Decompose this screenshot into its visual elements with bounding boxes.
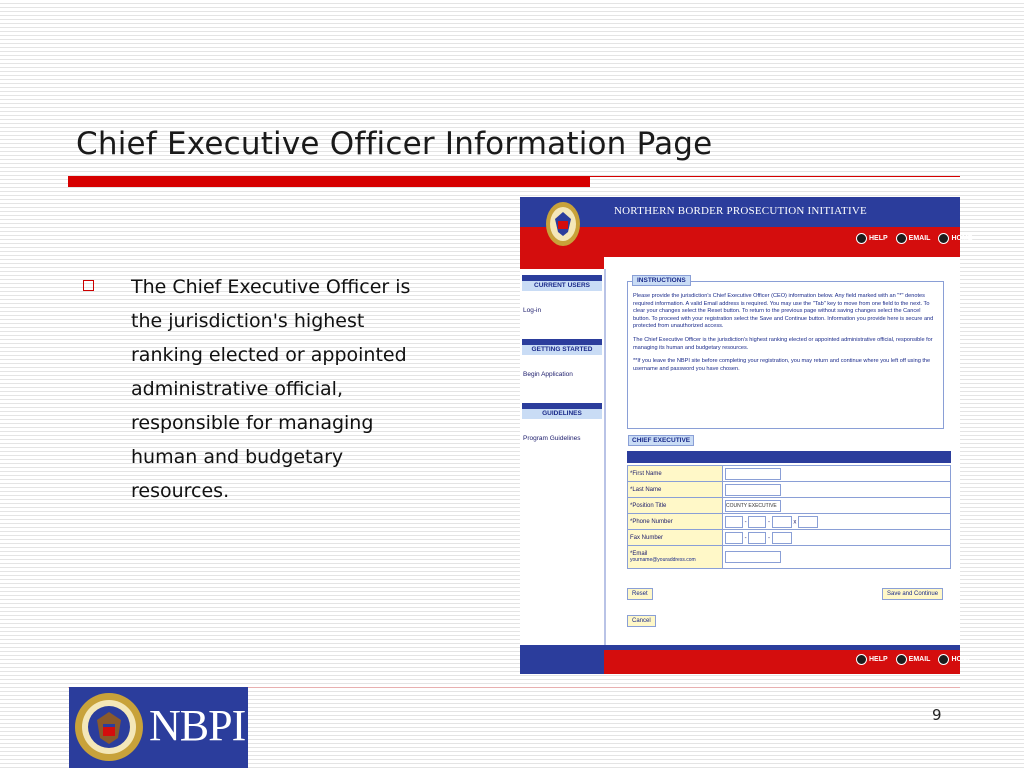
fax-line-field[interactable] [772,532,792,544]
first-name-label: *First Name [628,466,723,482]
chief-executive-tab: CHIEF EXECUTIVE [628,435,694,446]
fax-area-field[interactable] [725,532,743,544]
email-label-cell [628,546,723,569]
email-label: EMAIL [908,235,931,242]
home-label: HOME [951,235,973,242]
table-row: *Phone Number - - x [628,514,951,530]
help-link[interactable] [856,233,888,244]
ceo-page-screenshot [520,197,973,674]
table-row [628,466,951,482]
help-label: HELP [869,235,888,242]
sidebar-item-begin-application[interactable]: Begin Application [523,371,573,378]
footer-help-link[interactable] [856,654,888,665]
phone-number-label: *Phone Number [628,514,723,530]
chief-executive-bar [627,451,951,463]
save-and-continue-button[interactable]: Save and Continue [882,588,943,600]
sidebar-heading-getting-started [522,339,602,355]
fax-prefix-field[interactable] [748,532,766,544]
sidebar [520,269,606,645]
table-row: Fax Number - - [628,530,951,546]
doj-seal-icon [74,692,144,762]
home-icon [938,654,949,665]
table-row [628,482,951,498]
nbpi-logo [69,687,248,768]
instructions-para-3: **If you leave the NBPI site before completing your registration, you may return and continue where you left off using the username and password you have chosen. [633,358,931,372]
sidebar-heading-label: CURRENT USERS [534,282,590,289]
ceo-form-table [627,465,951,569]
email-icon [896,233,907,244]
footer-links [856,654,972,665]
nbpi-wordmark: NBPI [149,701,246,750]
email-field[interactable] [725,551,781,563]
main-content [610,269,956,645]
email-label: *Email [630,551,648,557]
sidebar-item-login[interactable]: Log-in [523,307,542,314]
slide-title: Chief Executive Officer Information Page [76,126,713,162]
sidebar-item-program-guidelines[interactable]: Program Guidelines [523,435,581,442]
sidebar-heading-guidelines [522,403,602,419]
instructions-para-1: Please provide the jurisdiction's Chief Executive Officer (CEO) information below. Any field marked with an "*" denotes required information. A valid Email address is required. You may use the "Tab" key to move from one field to the next. To clear your changes select the Reset button. To return to the previous page without saving changes select the Cancel button. To proceed with your registration select the Save and Continue button. Information you provide here is secure and protected from unauthorized access. [633,293,934,330]
title-underline-thin [590,176,960,177]
instructions-para-2: The Chief Executive Officer is the jurisdiction's highest ranking elected or appointed administrative official, responsible for managing its human and budgetary resources. [633,336,933,351]
help-icon [856,654,867,665]
position-title-field[interactable]: COUNTY EXECUTIVE [725,500,781,512]
email-link[interactable] [896,233,931,244]
phone-area-field[interactable] [725,516,743,528]
first-name-field[interactable] [725,468,781,480]
bullet-text: The Chief Executive Officer is the jurisdiction's highest ranking elected or appointed administrative official, responsible for managing human and budgetary resources. [131,276,411,502]
home-icon [938,233,949,244]
instructions-tab: INSTRUCTIONS [632,275,691,286]
home-link[interactable] [938,233,972,244]
doj-seal-icon [544,199,582,249]
last-name-field[interactable] [725,484,781,496]
page-number: 9 [932,706,942,724]
sidebar-heading-label: GETTING STARTED [531,346,593,353]
email-label: EMAIL [908,656,931,663]
table-row [628,498,951,514]
position-title-label: *Position Title [628,498,723,514]
footer-email-link[interactable] [896,654,931,665]
table-row [628,546,951,569]
sidebar-heading-current-users [522,275,602,291]
help-label: HELP [869,656,888,663]
cancel-button[interactable]: Cancel [627,615,656,627]
phone-prefix-field[interactable] [748,516,766,528]
footer-home-link[interactable] [938,654,972,665]
phone-ext-field[interactable] [798,516,818,528]
bullet-square-icon [83,280,94,291]
last-name-label: *Last Name [628,482,723,498]
phone-line-field[interactable] [772,516,792,528]
help-icon [856,233,867,244]
sidebar-heading-label: GUIDELINES [542,410,582,417]
home-label: HOME [951,656,973,663]
reset-button[interactable]: Reset [627,588,653,600]
header-links [856,233,972,244]
fax-number-label: Fax Number [628,530,723,546]
title-underline [68,176,590,187]
instructions-text [633,293,939,379]
site-title: NORTHERN BORDER PROSECUTION INITIATIVE [614,205,867,217]
email-hint: yourname@youraddress.com [630,557,696,563]
email-icon [896,654,907,665]
